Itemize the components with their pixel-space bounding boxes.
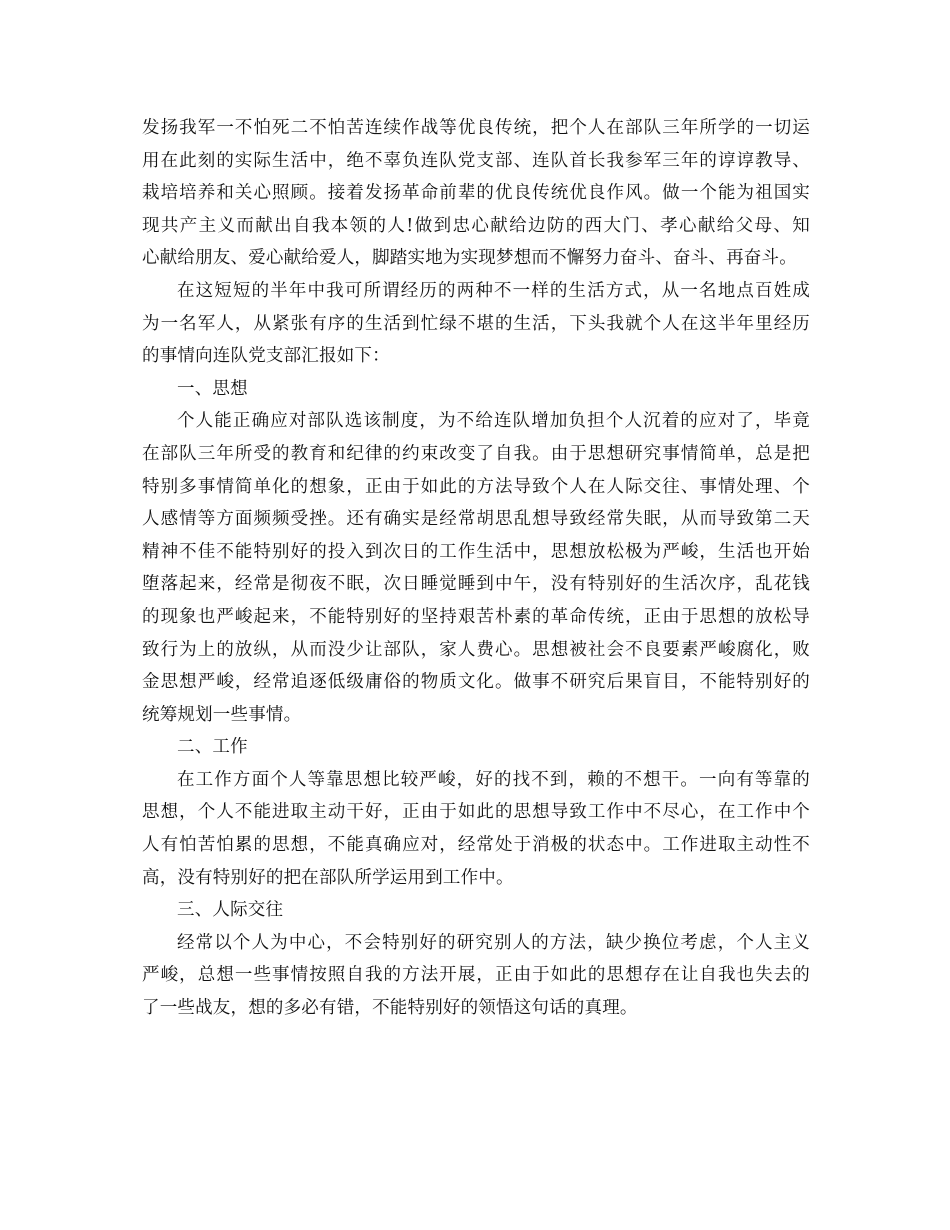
text-line: 特别多事情简单化的想象，正由于如此的方法导致个人在人际交往、事情处理、个 <box>142 476 810 497</box>
document-page <box>142 112 810 1025</box>
text-line: 的现象也严峻起来，不能特别好的坚持艰苦朴素的革命传统，正由于思想的放松导 <box>142 606 810 627</box>
text-line: 在工作方面个人等靠思想比较严峻，好的找不到，赖的不想干。一向有等靠的 <box>177 769 810 790</box>
text-line: 发扬我军一不怕死二不怕苦连续作战等优良传统，把个人在部队三年所学的一切运 <box>142 118 810 138</box>
text-line: 人感情等方面频频受挫。还有确实是经常胡思乱想导致经常失眠，从而导致第二天 <box>142 509 810 530</box>
text-line: 人有怕苦怕累的思想，不能真确应对，经常处于消极的状态中。工作进取主动性不 <box>142 835 810 856</box>
text-line: 了一些战友，想的多必有错，不能特别好的领悟这句话的真理。 <box>142 998 638 1019</box>
text-line: 一、思想 <box>177 378 248 399</box>
text-line: 用在此刻的实际生活中，绝不辜负连队党支部、连队首长我参军三年的谆谆教导、 <box>142 150 810 171</box>
text-line: 金思想严峻，经常追逐低级庸俗的物质文化。做事不研究后果盲目，不能特别好的 <box>142 672 810 693</box>
text-line: 在这短短的半年中我可所谓经历的两种不一样的生活方式，从一名地点百姓成 <box>177 280 810 301</box>
text-line: 堕落起来，经常是彻夜不眠，次日睡觉睡到中午，没有特别好的生活次序，乱花钱 <box>142 574 810 595</box>
text-line: 栽培培养和关心照顾。接着发扬革命前辈的优良传统优良作风。做一个能为祖国实 <box>142 183 810 204</box>
text-line: 个人能正确应对部队选该制度，为不给连队增加负担个人沉着的应对了，毕竟 <box>177 411 810 432</box>
text-line: 心献给朋友、爱心献给爱人，脚踏实地为实现梦想而不懈努力奋斗、奋斗、再奋斗。 <box>142 248 797 269</box>
text-line: 在部队三年所受的教育和纪律的约束改变了自我。由于思想研究事情简单，总是把 <box>142 443 810 464</box>
text-line: 的事情向连队党支部汇报如下： <box>142 346 390 367</box>
text-line: 高，没有特别好的把在部队所学运用到工作中。 <box>142 867 514 888</box>
text-line: 为一名军人，从紧张有序的生活到忙绿不堪的生活，下头我就个人在这半年里经历 <box>142 313 810 334</box>
text-line: 统筹规划一些事情。 <box>142 704 302 725</box>
text-line: 严峻，总想一些事情按照自我的方法开展，正由于如此的思想存在让自我也失去的 <box>142 965 810 986</box>
text-line: 现共产主义而献出自我本领的人!做到忠心献给边防的西大门、孝心献给父母、知 <box>142 215 810 236</box>
text-line: 三、人际交往 <box>177 900 284 921</box>
text-line: 精神不佳不能特别好的投入到次日的工作生活中，思想放松极为严峻，生活也开始 <box>142 541 810 562</box>
text-line: 思想，个人不能进取主动干好，正由于如此的思想导致工作中不尽心，在工作中个 <box>142 802 810 823</box>
text-line: 经常以个人为中心，不会特别好的研究别人的方法，缺少换位考虑，个人主义 <box>177 932 810 953</box>
text-line: 致行为上的放纵，从而没少让部队，家人费心。思想被社会不良要素严峻腐化，败 <box>142 639 810 660</box>
text-line: 二、工作 <box>177 737 248 758</box>
